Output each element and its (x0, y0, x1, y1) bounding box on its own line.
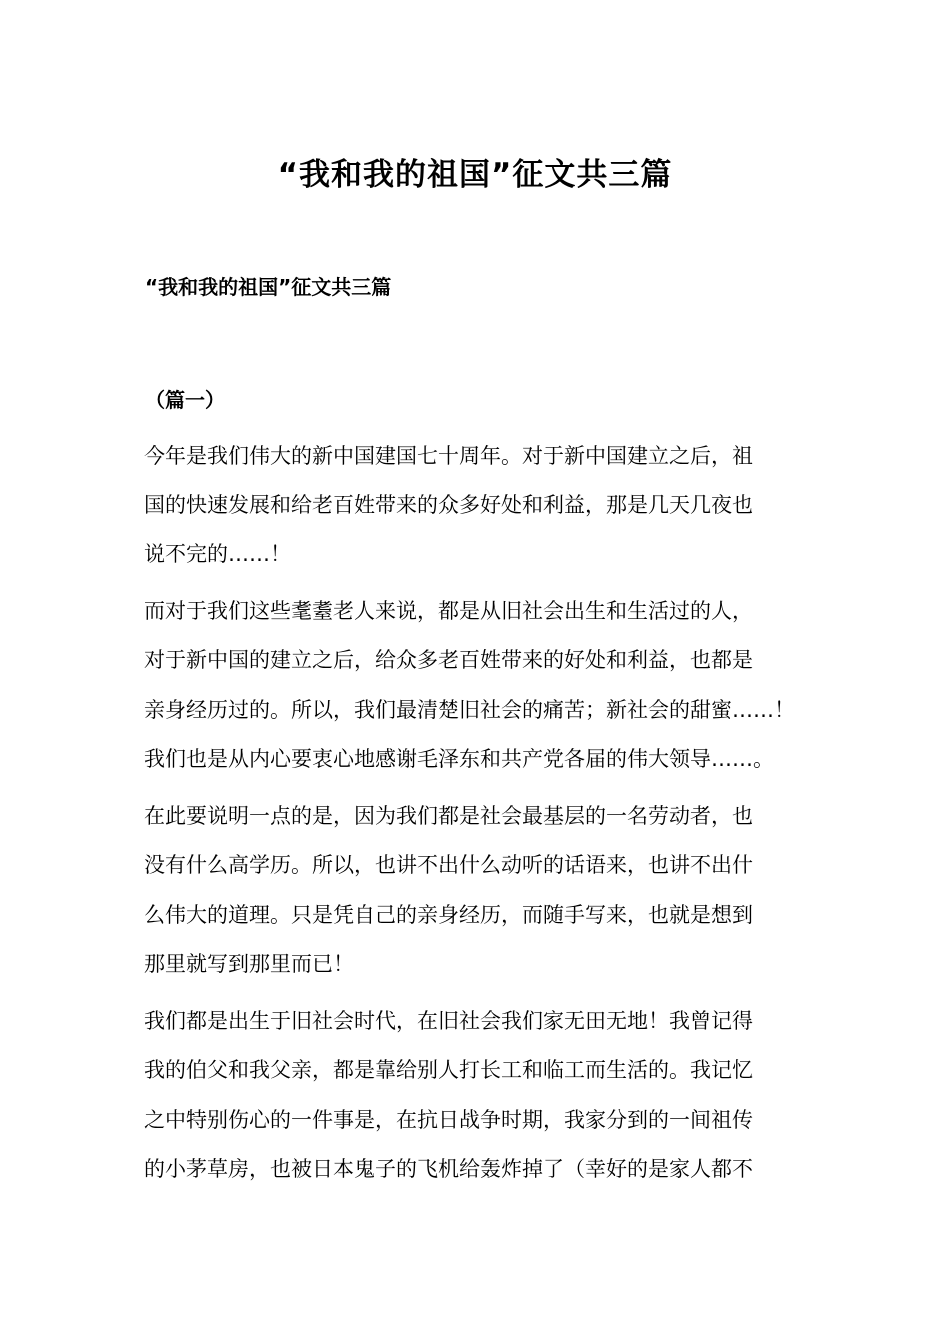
body-line: 而对于我们这些耄耋老人来说，都是从旧社会出生和生活过的人， (144, 599, 753, 623)
body-line: 我的伯父和我父亲，都是靠给别人打长工和临工而生活的。我记忆 (144, 1058, 753, 1082)
document-title: “我和我的祖国”征文共三篇 (277, 157, 673, 193)
body-line: 我们也是从内心要衷心地感谢毛泽东和共产党各届的伟大领导……。 (144, 747, 774, 771)
body-line: 说不完的……！ (144, 542, 291, 566)
body-line: 亲身经历过的。所以，我们最清楚旧社会的痛苦；新社会的甜蜜……！ (144, 698, 795, 722)
body-line: 之中特别伤心的一件事是，在抗日战争时期，我家分到的一间祖传 (144, 1108, 753, 1132)
section-heading: （篇一） (145, 388, 225, 412)
body-line: 我们都是出生于旧社会时代，在旧社会我们家无田无地！我曾记得 (144, 1009, 753, 1033)
body-line: 没有什么高学历。所以，也讲不出什么动听的话语来，也讲不出什 (144, 853, 753, 877)
body-line: 对于新中国的建立之后，给众多老百姓带来的好处和利益，也都是 (144, 648, 753, 672)
document-subtitle: “我和我的祖国”征文共三篇 (145, 275, 392, 299)
body-line: 那里就写到那里而已！ (144, 952, 354, 976)
body-line: 么伟大的道理。只是凭自己的亲身经历，而随手写来，也就是想到 (144, 903, 753, 927)
body-line: 今年是我们伟大的新中国建国七十周年。对于新中国建立之后，祖 (144, 444, 753, 468)
body-line: 的小茅草房，也被日本鬼子的飞机给轰炸掉了（幸好的是家人都不 (144, 1157, 753, 1181)
body-line: 在此要说明一点的是，因为我们都是社会最基层的一名劳动者，也 (144, 804, 753, 828)
body-line: 国的快速发展和给老百姓带来的众多好处和利益，那是几天几夜也 (144, 493, 753, 517)
